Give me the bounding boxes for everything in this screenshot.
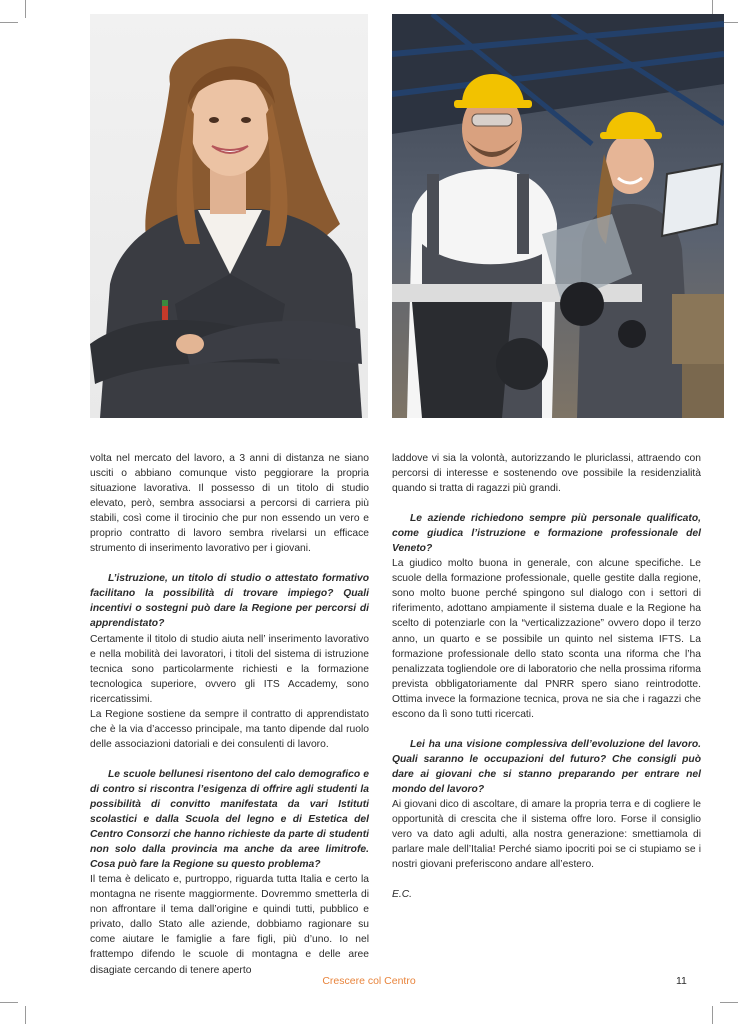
footer-publication-title: Crescere col Centro	[322, 975, 416, 987]
crop-mark	[0, 1002, 18, 1003]
interview-answer: Certamente il titolo di studio aiuta nell’ inserimento lavorativo e nella mobilità dei lavoratori, i titoli del sistema di istruzione tecnica sono particolarmente richiesti e la formazione tecnologica superiore, ovvero gli ITS Accademy, sono ricercatissimi.	[90, 633, 369, 705]
interview-question: Lei ha una visione complessiva dell’evoluzione del lavoro. Quali saranno le occupazioni del futuro? Che consigli può dare ai giovani che si stanno preparando per entrare nel mondo del lavoro?	[392, 738, 701, 795]
crop-mark	[25, 0, 26, 18]
interview-question: L’istruzione, un titolo di studio o attestato formativo facilitano la possibilità di trovare impiego? Quali incentivi o sostegni può dare la Regione per percorsi di apprendistato?	[90, 573, 369, 630]
interview-question: Le aziende richiedono sempre più personale qualificato, come giudica l’istruzione e formazione professionale del Veneto?	[392, 513, 701, 555]
crop-mark	[720, 1002, 738, 1003]
interview-answer: Ai giovani dico di ascoltare, di amare la propria terra e di cogliere le opportunità di crescita che il sistema offre loro. Forse il consiglio vero va dato agli adulti, alla nostra generazione: smettiamola di parlare male dell’Italia! Perché siamo ipocriti poi se ci stupiamo se i nostri giovani preferiscono andare all’estero.	[392, 798, 701, 871]
paragraph: volta nel mercato del lavoro, a 3 anni di distanza ne siano usciti o abbiano comunque visto peggiorare la propria situazione lavorativa. Il possesso di un titolo di studio elevato, però, sembra associarsi a percorsi di carriera più stabili, così come il tirocinio che pur non essendo un vero e proprio contratto di lavoro sembra rivelarsi un efficace strumento di inserimento lavorativo per i giovani.	[90, 453, 369, 555]
author-signature: E.C.	[392, 889, 413, 901]
interview-answer: La Regione sostiene da sempre il contratto di apprendistato che è la via d’accesso principale, ma tanto dipende dal ruolo delle associazioni datoriali e dei consulenti di lavoro.	[90, 708, 369, 750]
paragraph: laddove vi sia la volontà, autorizzando le pluriclassi, attraendo con percorsi di interesse e sostenendo ove possibile la residenzialità quando si tratta di ragazzi più grandi.	[392, 453, 701, 495]
crop-mark	[712, 1006, 713, 1024]
portrait-illustration	[90, 14, 368, 418]
crop-mark	[0, 22, 18, 23]
interview-question: Le scuole bellunesi risentono del calo demografico e di contro si riscontra l’esigenza di offrire agli studenti la possibilità di convitto manifestata da vari Istituti scolastici e dalla Scuola del legno e di Estetica del Centro Consorzi che hanno richieste da parte di studenti non solo dalla provincia ma anche da aree limitrofe. Cosa può fare la Regione su questo problema?	[90, 768, 369, 871]
interview-answer: La giudico molto buona in generale, con alcune specifiche. Le scuole della formazione professionale, quelle gestite dalla regione, sono molto buone perché spingono sul dialogo con i settori di riferimento, adottano ampiamente il sistema duale e la Regione ha scelto di potenziarle con la “verticalizzazione” ovvero dopo il terzo anno, un quarto e se possibile un quinto nel sistema IFTS. La formazione professionale dello stato sconta una riforma che l’ha penalizzata togliendole ore di laboratorio che nella prossima riforma prevista obbligatoriamente dal PNRR spero siano reintrodotte. Ottima invece la formazione tecnica, prova ne sia che i ragazzi che escono da lì sono tutti ricercati.	[392, 558, 701, 720]
crop-mark	[25, 1006, 26, 1024]
interview-answer: Il tema è delicato e, purtroppo, riguarda tutta Italia e certo la montagna ne risente maggiormente. Dovremmo smetterla di non affrontare il tema dall’origine e quindi tutti, pubblico e privato, dallo Stato alle aziende, dobbiamo ragionare su come aiutare le famiglie a fare figli, più d’uno. Io nel frattempo difendo le scuole di montagna e delle aree disagiate cercando di tenere aperto	[90, 874, 369, 976]
workers-illustration	[392, 14, 724, 418]
right-text-column	[392, 451, 701, 902]
portrait-photo	[90, 14, 368, 418]
left-text-column	[90, 451, 369, 978]
page-number: 11	[676, 975, 687, 987]
workers-photo	[392, 14, 724, 418]
